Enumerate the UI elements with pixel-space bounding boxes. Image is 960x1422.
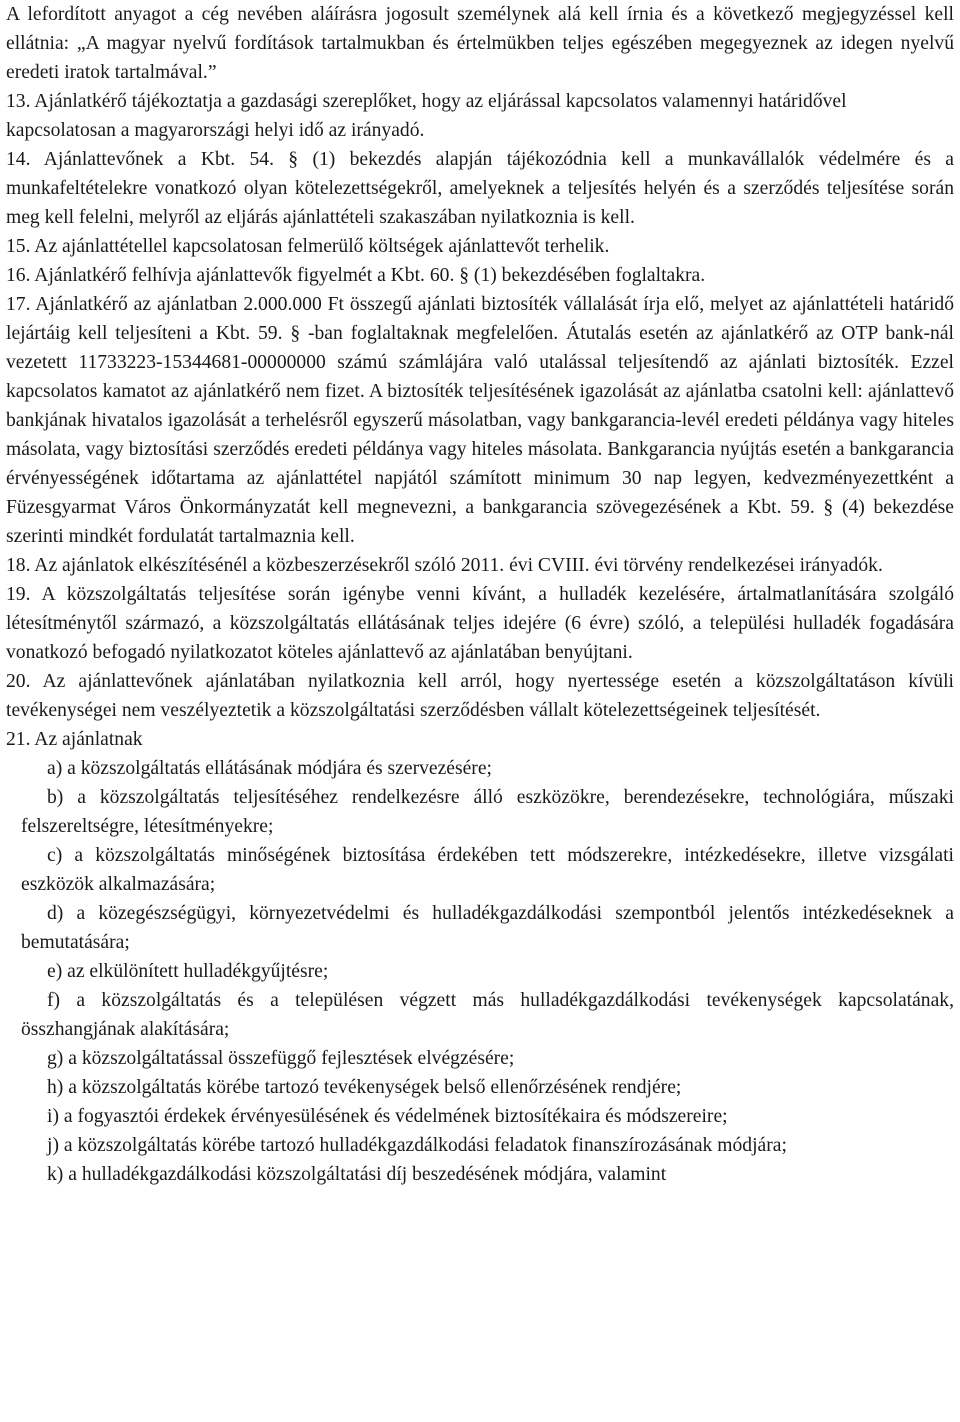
paragraph-16: 16. Ajánlatkérő felhívja ajánlattevők figyelmét a Kbt. 60. § (1) bekezdésében foglaltakra. xyxy=(6,265,706,286)
list-item-e: e) az elkülönített hulladékgyűjtésre; xyxy=(47,961,329,982)
list-item-a: a) a közszolgáltatás ellátásának módjára és szervezésére; xyxy=(47,758,492,779)
list-item-i: i) a fogyasztói érdekek érvényesülésének és védelmének biztosítékaira és módszereire; xyxy=(47,1106,728,1127)
list-item-f: f) a közszolgáltatás és a településen végzett más hulladékgazdálkodási tevékenységek kapcsolatának, összhangjának alakítására; xyxy=(21,990,954,1040)
list-item-g: g) a közszolgáltatással összefüggő fejlesztések elvégzésére; xyxy=(47,1048,515,1069)
paragraph-20: 20. Az ajánlattevőnek ajánlatában nyilatkoznia kell arról, hogy nyertessége esetén a közszolgáltatáson kívüli tevékenységei nem veszélyeztetik a közszolgáltatási szerződésben vállalt kötelezettségeinek teljesítését. xyxy=(6,671,954,721)
list-item-h: h) a közszolgáltatás körébe tartozó tevékenységek belső ellenőrzésének rendjére; xyxy=(47,1077,682,1098)
paragraph-translation-note: A lefordított anyagot a cég nevében aláírásra jogosult személynek alá kell írnia és a következő megjegyzéssel kell ellátnia: „A magyar nyelvű fordítások tartalmukban és értelmükben teljes egészében megegyeznek az idegen nyelvű eredeti iratok tartalmával.” xyxy=(6,4,954,83)
list-item-j: j) a közszolgáltatás körébe tartozó hulladékgazdálkodási feladatok finanszírozásának módjára; xyxy=(47,1135,787,1156)
paragraph-17: 17. Ajánlatkérő az ajánlatban 2.000.000 Ft összegű ajánlati biztosíték vállalását írja elő, melyet az ajánlattételi határidő lejártáig kell teljesíteni a Kbt. 59. § -ban foglaltaknak megfelelően. Átutalás esetén az ajánlatkérő az OTP bank-nál vezetett 11733223-15344681-00000000 számú számlájára való utalással teljesítendő az ajánlati biztosíték. Ezzel kapcsolatos kamatot az ajánlatkérő nem fizet. A biztosíték teljesítésének igazolását az ajánlatba csatolni kell: ajánlattevő bankjának hivatalos igazolását a terhelésről egyszerű másolatban, vagy bankgarancia-levél eredeti példánya vagy hiteles másolata, vagy biztosítási szerződés eredeti példánya vagy hiteles másolata. Bankgarancia nyújtás esetén a bankgarancia érvényességének időtartama az ajánlattétel napjától számított minimum 30 nap legyen, kedvezményezettként a Füzesgyarmat Város Önkormányzatát kell megnevezni, a bankgarancia szövegezésének a Kbt. 59. § (4) bekezdése szerinti mindkét fordulatát tartalmaznia kell. xyxy=(6,294,954,547)
paragraph-21: 21. Az ajánlatnak xyxy=(6,729,143,750)
paragraph-18: 18. Az ajánlatok elkészítésénél a közbeszerzésekről szóló 2011. évi CVIII. évi törvény rendelkezései irányadók. xyxy=(6,555,883,576)
paragraph-19: 19. A közszolgáltatás teljesítése során igénybe venni kívánt, a hulladék kezelésére, ártalmatlanítására szolgáló létesítménytől származó, a közszolgáltatás ellátásának teljes idejére (6 évre) szóló, a települési hulladék fogadására vonatkozó befogadó nyilatkozatot köteles ajánlattevő az ajánlatában benyújtani. xyxy=(6,584,954,663)
list-item-c: c) a közszolgáltatás minőségének biztosítása érdekében tett módszerekre, intézkedésekre, illetve vizsgálati eszközök alkalmazására; xyxy=(21,845,954,895)
list-item-d: d) a közegészségügyi, környezetvédelmi és hulladékgazdálkodási szempontból jelentős intézkedéseknek a bemutatására; xyxy=(21,903,954,953)
paragraph-15: 15. Az ajánlattétellel kapcsolatosan felmerülő költségek ajánlattevőt terhelik. xyxy=(6,236,610,257)
paragraph-14: 14. Ajánlattevőnek a Kbt. 54. § (1) bekezdés alapján tájékozódnia kell a munkavállalók védelmére és a munkafeltételekre vonatkozó olyan kötelezettségekről, amelyeknek a teljesítés helyén és a szerződés teljesítése során meg kell felelni, melyről az eljárás ajánlattételi szakaszában nyilatkoznia is kell. xyxy=(6,149,954,228)
requirements-list xyxy=(6,754,954,1189)
list-item-b: b) a közszolgáltatás teljesítéséhez rendelkezésre álló eszközökre, berendezésekre, technológiára, műszaki felszereltségre, létesítményekre; xyxy=(21,787,954,837)
paragraph-13: 13. Ajánlatkérő tájékoztatja a gazdasági szereplőket, hogy az eljárással kapcsolatos valamennyi határidővel kapcsolatosan a magyarországi helyi idő az irányadó. xyxy=(6,91,847,141)
list-item-k: k) a hulladékgazdálkodási közszolgáltatási díj beszedésének módjára, valamint xyxy=(47,1164,667,1185)
